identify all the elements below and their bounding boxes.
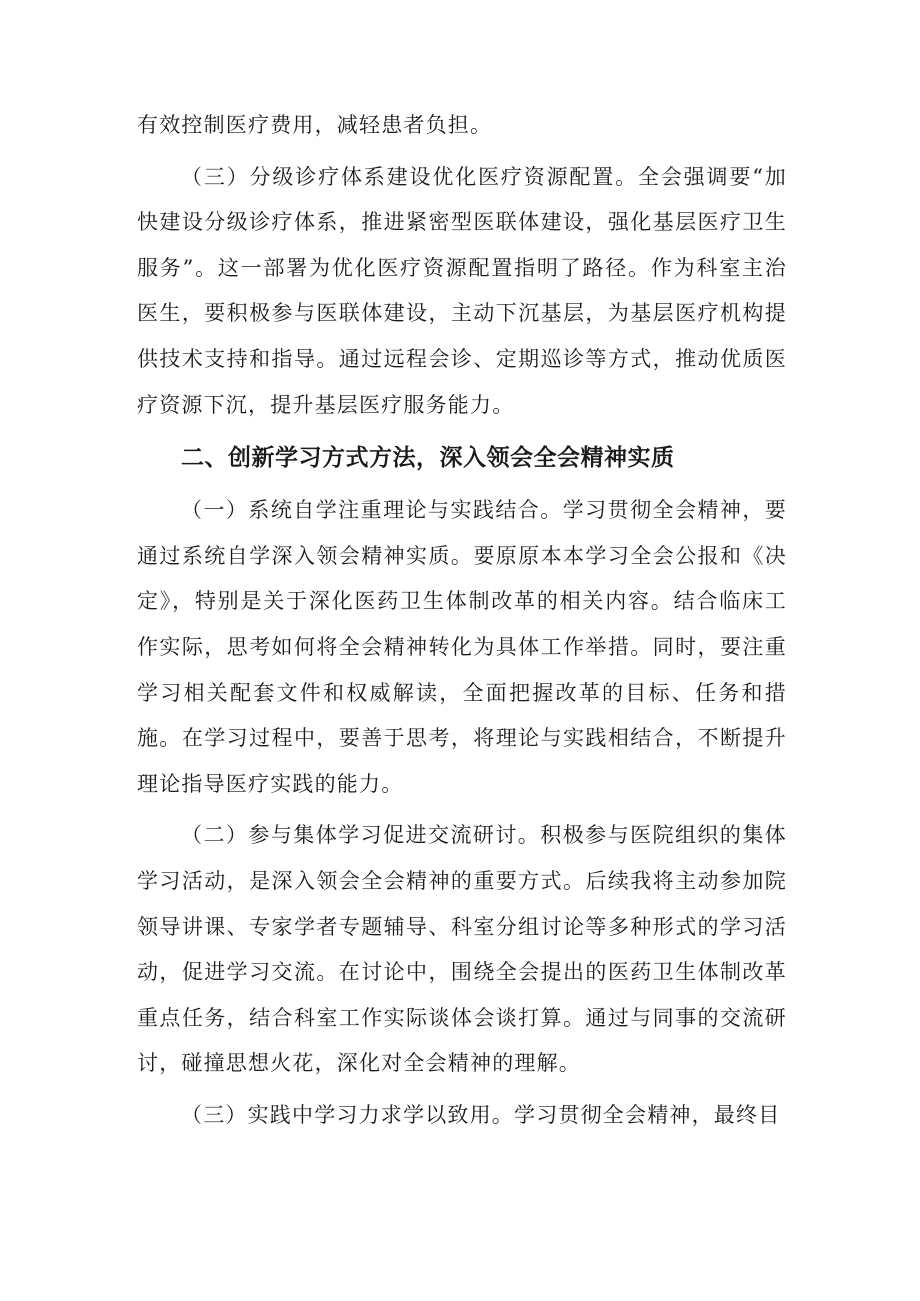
paragraph-continuation: 有效控制医疗费用，减轻患者负担。	[137, 113, 493, 137]
paragraph-practice-study: （三）实践中学习力求学以致用。学习贯彻全会精神，最终目	[181, 1102, 781, 1127]
section-heading: 二、创新学习方式方法，深入领会全会精神实质	[181, 445, 675, 472]
paragraph-tiered-diagnosis: （三）分级诊疗体系建设优化医疗资源配置。全会强调要“加快建设分级诊疗体系，推进紧密型医联体建设，强化基层医疗卫生服务”。这一部署为优化医疗资源配置指明了路径。作为科室主治医生，要积极参与医联体建设，主动下沉基层，为基层医疗机构提供技术支持和指导。通过远程会诊、定期巡诊等方式，推动优质医疗资源下沉，提升基层医疗服务能力。	[137, 164, 787, 417]
paragraph-group-study: （二）参与集体学习促进交流研讨。积极参与医院组织的集体学习活动，是深入领会全会精神的重要方式。后续我将主动参加院领导讲课、专家学者专题辅导、科室分组讨论等多种形式的学习活动，促进学习交流。在讨论中，围绕全会提出的医药卫生体制改革重点任务，结合科室工作实际谈体会谈打算。通过与同事的交流研讨，碰撞思想火花，深化对全会精神的理解。	[137, 823, 787, 1076]
paragraph-self-study: （一）系统自学注重理论与实践结合。学习贯彻全会精神，要通过系统自学深入领会精神实质。要原原本本学习全会公报和《决定》，特别是关于深化医药卫生体制改革的相关内容。结合临床工作实际，思考如何将全会精神转化为具体工作举措。同时，要注重学习相关配套文件和权威解读，全面把握改革的目标、任务和措施。在学习过程中，要善于思考，将理论与实践相结合，不断提升理论指导医疗实践的能力。	[137, 498, 787, 796]
document-body	[137, 103, 787, 1138]
